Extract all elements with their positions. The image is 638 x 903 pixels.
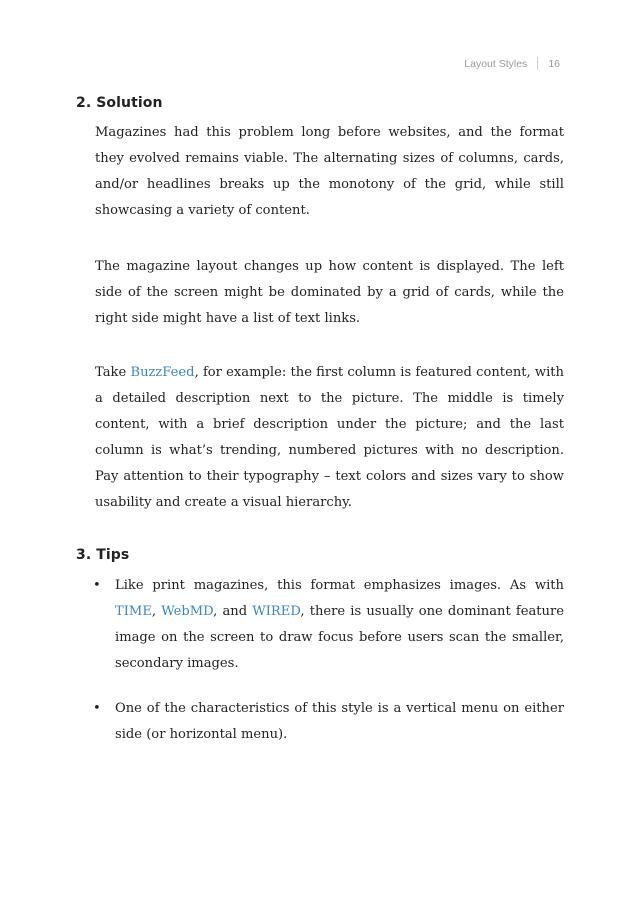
running-title: Layout Styles [464,57,528,70]
paragraph-2-text: The magazine layout changes up how content is displayed. The left side of the screen might be dominated by a grid of cards, while the right side might have a list of text links. [95,259,564,326]
tip-1-sep-2: , and [213,604,253,619]
bullet-icon: • [93,578,101,593]
paragraph-3-suffix: , for example: the first column is featured content, with a detailed description next to the picture. The middle is timely content, with a brief description under the picture; and the last column is what’s trending, numbered pictures with no description. Pay attention to their typography – text colors and sizes vary to show usability and create a visual hierarchy. [95,365,564,510]
solution-paragraph-2 [95,254,564,332]
tip-1-prefix: Like print magazines, this format emphasizes images. As with [115,578,564,593]
page-number: 16 [548,57,560,70]
webmd-link[interactable]: WebMD [161,604,214,619]
tips-list-item [93,573,564,677]
paragraph-3-prefix: Take [95,365,131,380]
tips-heading: 3. Tips [76,547,130,563]
solution-paragraph-3 [95,360,564,516]
solution-paragraph-1: Magazines had this problem long before websites, and the format they evolved remains viable. The alternating sizes of columns, cards, and/or headlines breaks up the monotony of the grid, while still showcasing a variety of content. [95,125,564,218]
solution-heading: 2. Solution [76,95,163,111]
time-link[interactable]: TIME [115,604,152,619]
buzzfeed-link[interactable]: BuzzFeed [130,365,195,380]
tip-1-text [115,573,564,677]
tip-1-sep-1: , [151,604,162,619]
header-divider [537,57,538,70]
tip-1-suffix: , there is usually one dominant feature image on the screen to draw focus before users scan the smaller, secondary images. [115,604,564,671]
bullet-icon: • [93,701,101,716]
wired-link[interactable]: WIRED [252,604,301,619]
tip-2-text: One of the characteristics of this style is a vertical menu on either side (or horizontal menu). [115,701,564,742]
page-header [464,57,560,70]
tips-list-item [93,696,564,748]
